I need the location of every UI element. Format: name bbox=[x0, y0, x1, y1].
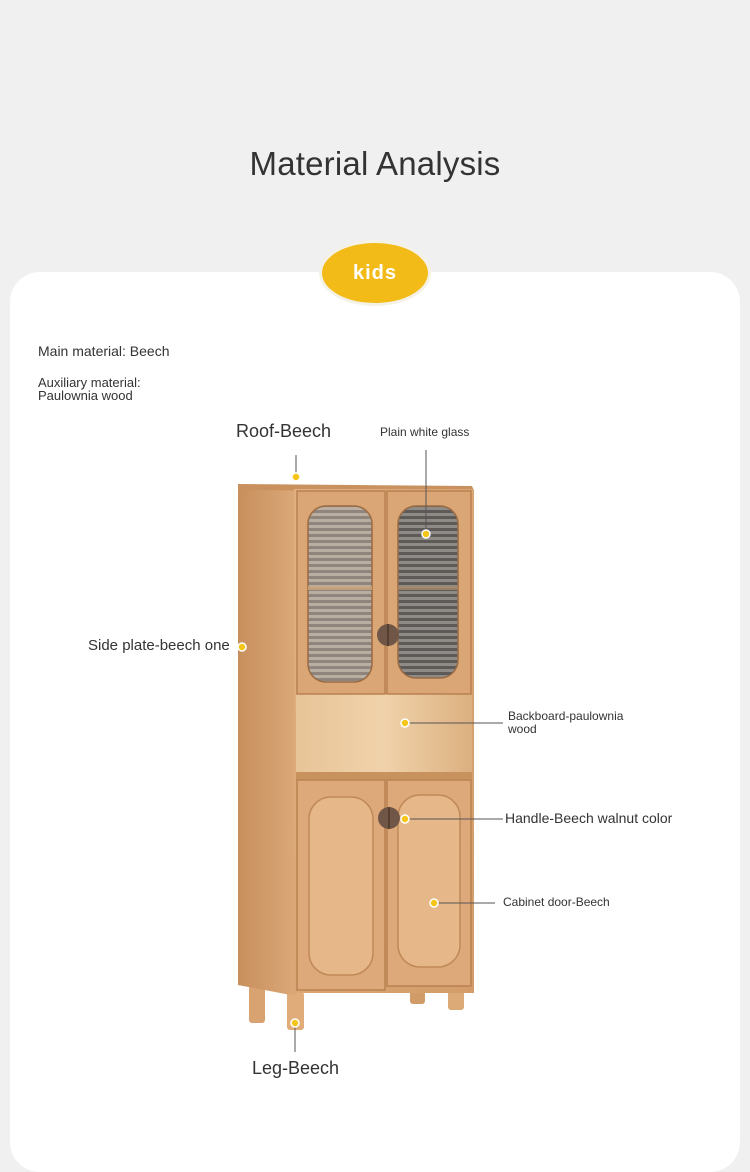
handle-label: Handle-Beech walnut color bbox=[505, 810, 673, 826]
leg-label: Leg-Beech bbox=[252, 1058, 340, 1078]
backboard-label-line2: wood bbox=[508, 722, 537, 736]
handle-marker bbox=[401, 815, 409, 823]
leg-back-left bbox=[249, 985, 265, 1023]
kids-badge: kids bbox=[322, 243, 428, 303]
inner-shelf-left bbox=[308, 586, 372, 590]
auxiliary-material-label: Auxiliary material: bbox=[38, 375, 141, 390]
backboard-label-line1: Backboard-paulownia bbox=[508, 709, 624, 723]
main-material-text: Main material: Beech bbox=[38, 343, 170, 359]
side-plate-label: Side plate-beech one bbox=[88, 637, 230, 654]
glass-panel-left bbox=[308, 506, 372, 682]
leg-marker bbox=[291, 1019, 299, 1027]
glass-marker bbox=[422, 530, 430, 538]
backboard bbox=[296, 694, 472, 776]
cabinet-door-label: Cabinet door-Beech bbox=[503, 895, 610, 909]
door-marker bbox=[430, 899, 438, 907]
backboard-marker bbox=[401, 719, 409, 727]
auxiliary-material-value: Paulownia wood bbox=[38, 388, 133, 403]
inner-shelf-right bbox=[398, 586, 458, 590]
shelf bbox=[296, 772, 472, 780]
side-panel bbox=[238, 487, 296, 996]
roof-marker bbox=[292, 473, 300, 481]
lower-door-panel-left bbox=[309, 797, 373, 975]
glass-label: Plain white glass bbox=[380, 425, 470, 439]
side-marker bbox=[238, 643, 246, 651]
page-title: Material Analysis bbox=[249, 145, 501, 182]
roof-label: Roof-Beech bbox=[236, 421, 332, 441]
